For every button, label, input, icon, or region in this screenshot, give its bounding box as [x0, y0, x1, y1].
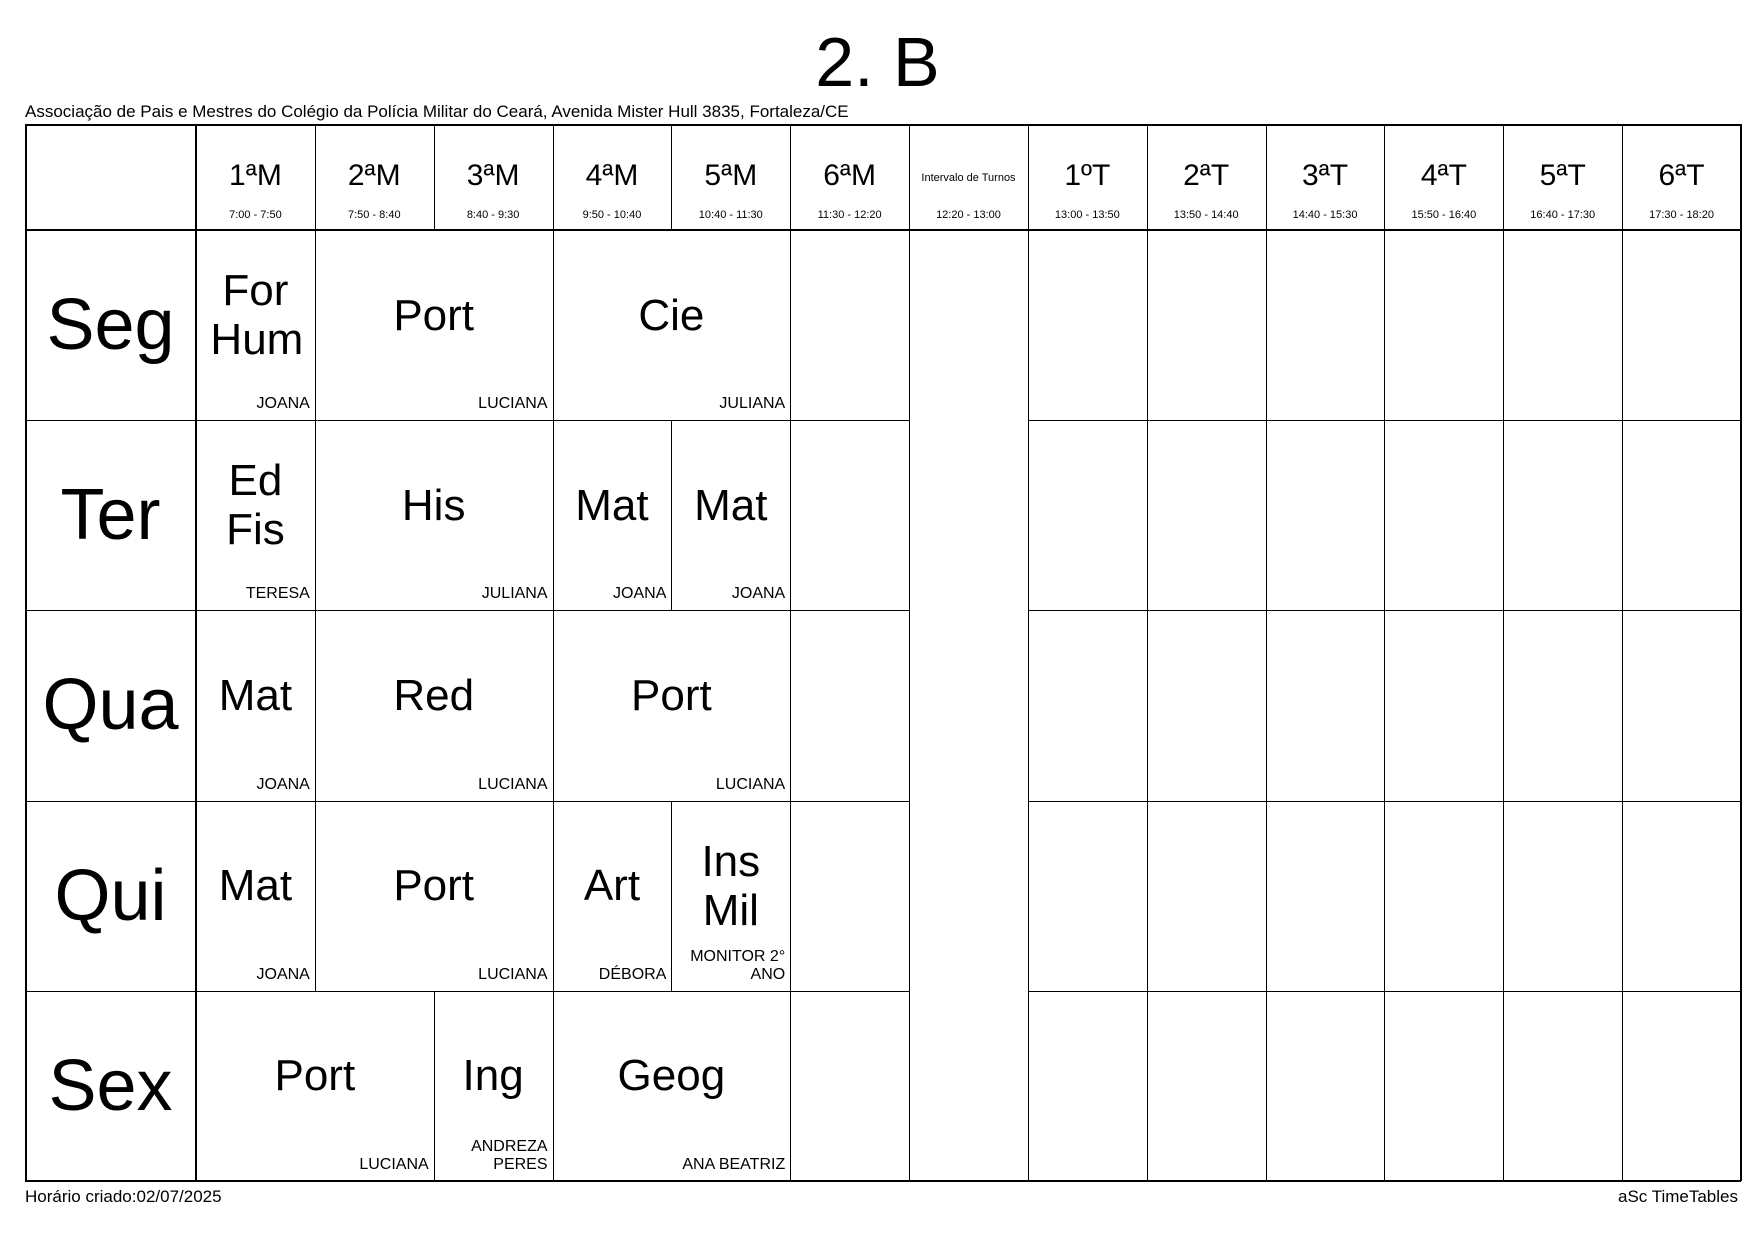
- grid-line: [1028, 230, 1029, 1181]
- grid-line: [553, 420, 554, 610]
- brand-label: aSc TimeTables: [1618, 1187, 1738, 1206]
- grid-line: [790, 610, 791, 800]
- lesson-subject-box: [671, 420, 790, 590]
- lesson-teacher: JOANA: [256, 965, 310, 983]
- grid-line: [1266, 230, 1267, 1181]
- day-label: Qui: [54, 855, 167, 936]
- lesson-teacher: ANDREZA PERES: [471, 1137, 548, 1173]
- period-header: [1028, 124, 1147, 230]
- lesson-teacher: JULIANA: [719, 395, 786, 413]
- lesson-cell: [196, 610, 315, 800]
- grid-line: [1028, 124, 1029, 230]
- period-time: 11:30 - 12:20: [817, 209, 882, 221]
- lesson-subject: Port: [393, 861, 475, 911]
- grid-line: [1384, 124, 1385, 230]
- lesson-teacher: LUCIANA: [359, 1155, 429, 1173]
- period-header: [1384, 124, 1503, 230]
- period-time: 8:40 - 9:30: [466, 209, 520, 221]
- period-time: 7:00 - 7:50: [229, 209, 282, 221]
- lesson-subject: Mat: [575, 480, 649, 530]
- grid-line: [553, 991, 554, 1181]
- page-title: 2. B: [815, 23, 940, 101]
- lesson-subject: Cie: [638, 290, 705, 340]
- period-name: 2ªM: [347, 159, 401, 192]
- break-name: Intervalo de Turnos: [921, 172, 1016, 184]
- lesson-subject-box: [315, 420, 553, 590]
- lesson-subject: Port: [274, 1051, 356, 1101]
- grid-line: [25, 1180, 1741, 1182]
- lesson-subject-box: [553, 801, 672, 971]
- lesson-subject: Geog: [617, 1051, 726, 1101]
- period-header: [315, 124, 434, 230]
- grid-line: [909, 230, 910, 1181]
- lesson-teacher: LUCIANA: [478, 775, 548, 793]
- grid-line: [1384, 230, 1385, 1181]
- lesson-cell: [553, 610, 791, 800]
- grid-line: [434, 124, 435, 230]
- period-name: 5ªM: [704, 159, 758, 192]
- created-date: Horário criado:02/07/2025: [25, 1187, 222, 1206]
- lesson-cell: [315, 230, 553, 420]
- period-header: [1503, 124, 1622, 230]
- period-time: 13:50 - 14:40: [1173, 209, 1239, 221]
- lesson-subject-box: [196, 610, 315, 780]
- period-header: [434, 124, 553, 230]
- period-name: 2ªT: [1183, 159, 1230, 192]
- day-header: [25, 991, 196, 1181]
- grid-line: [25, 124, 27, 1181]
- lesson-cell: [671, 420, 790, 610]
- period-header: [196, 124, 315, 230]
- lesson-subject-box: [434, 991, 553, 1161]
- lesson-teacher: MONITOR 2° ANO: [690, 947, 786, 983]
- day-header: [25, 230, 196, 420]
- lesson-subject-box: [553, 991, 791, 1161]
- period-name: 3ªM: [466, 159, 520, 192]
- lesson-subject: Mat: [218, 670, 293, 720]
- grid-line: [671, 124, 672, 230]
- grid-line: [315, 420, 316, 610]
- grid-line: [553, 124, 554, 230]
- grid-line: [25, 229, 1741, 231]
- lesson-teacher: JOANA: [256, 395, 310, 413]
- lesson-cell: [196, 420, 315, 610]
- period-name: 3ªT: [1301, 159, 1349, 192]
- lesson-subject-box: [553, 230, 791, 400]
- grid-line: [790, 230, 791, 420]
- lesson-subject-box: [196, 991, 434, 1161]
- period-name: 4ªM: [585, 159, 639, 192]
- grid-line: [553, 801, 554, 991]
- period-time: 10:40 - 11:30: [698, 209, 763, 221]
- lesson-subject-box: [196, 801, 315, 971]
- grid-line: [1503, 124, 1504, 230]
- lesson-cell: [553, 801, 672, 991]
- lesson-subject: His: [401, 480, 466, 530]
- period-header: [1622, 124, 1741, 230]
- lesson-subject: Port: [631, 670, 712, 720]
- lesson-subject: Art: [583, 861, 641, 911]
- period-name: 6ªM: [823, 159, 877, 192]
- period-header: [553, 124, 672, 230]
- lesson-subject: Ins Mil: [701, 836, 761, 935]
- lesson-teacher: JOANA: [256, 775, 310, 793]
- lesson-subject-box: [553, 610, 791, 780]
- grid-line: [790, 124, 791, 230]
- grid-line: [909, 124, 910, 230]
- grid-line: [315, 610, 316, 800]
- lesson-subject-box: [553, 420, 672, 590]
- lesson-teacher: DÉBORA: [598, 965, 667, 983]
- lesson-cell: [434, 991, 553, 1181]
- lesson-cell: [553, 991, 791, 1181]
- lesson-cell: [315, 610, 553, 800]
- day-header: [25, 801, 196, 991]
- lesson-cell: [671, 801, 790, 991]
- lesson-cell: [196, 991, 434, 1181]
- lesson-subject-box: [315, 610, 553, 780]
- grid-line: [671, 801, 672, 991]
- lesson-teacher: JOANA: [731, 585, 786, 603]
- day-label: Ter: [60, 475, 161, 556]
- lesson-subject: Ing: [462, 1051, 524, 1101]
- grid-line: [434, 991, 435, 1181]
- grid-line: [1147, 230, 1148, 1181]
- grid-line: [790, 991, 791, 1181]
- day-header: [25, 420, 196, 610]
- period-time: 12:20 - 13:00: [936, 209, 1001, 221]
- lesson-subject: Mat: [694, 480, 768, 530]
- lesson-subject-box: [315, 230, 553, 400]
- lesson-cell: [196, 801, 315, 991]
- grid-line: [1147, 124, 1148, 230]
- lesson-teacher: LUCIANA: [478, 395, 548, 413]
- period-name: 6ªT: [1658, 159, 1705, 192]
- lesson-teacher: LUCIANA: [478, 965, 548, 983]
- day-header: [25, 610, 196, 800]
- grid-line: [1266, 124, 1267, 230]
- lesson-teacher: LUCIANA: [715, 775, 786, 793]
- lesson-subject: Port: [393, 290, 475, 340]
- lesson-teacher: ANA BEATRIZ: [682, 1155, 786, 1173]
- lesson-cell: [196, 230, 315, 420]
- grid-line: [553, 610, 554, 800]
- lesson-subject-box: [196, 230, 315, 400]
- period-time: 7:50 - 8:40: [347, 209, 401, 221]
- period-time: 14:40 - 15:30: [1292, 209, 1358, 221]
- grid-line: [1503, 230, 1504, 1181]
- lesson-cell: [553, 420, 672, 610]
- lesson-subject: Red: [393, 670, 475, 720]
- lesson-cell: [315, 801, 553, 991]
- period-name: 1ºT: [1064, 159, 1111, 192]
- period-header: [671, 124, 790, 230]
- grid-line: [790, 420, 791, 610]
- period-time: 16:40 - 17:30: [1530, 209, 1596, 221]
- lesson-subject-box: [315, 801, 553, 971]
- period-time: 9:50 - 10:40: [582, 209, 642, 221]
- period-time: 17:30 - 18:20: [1649, 209, 1714, 221]
- period-name: 1ªM: [229, 159, 282, 192]
- period-header: [1147, 124, 1266, 230]
- grid-line: [671, 420, 672, 610]
- period-header: [790, 124, 909, 230]
- lesson-subject-box: [196, 420, 315, 590]
- grid-line: [25, 124, 1741, 126]
- lesson-teacher: TERESA: [245, 585, 310, 603]
- grid-line: [1622, 124, 1623, 230]
- lesson-cell: [553, 230, 791, 420]
- period-name: 5ªT: [1539, 159, 1586, 192]
- school-address: Associação de Pais e Mestres do Colégio da Polícia Militar do Ceará, Avenida Mister Hull 3835, Fortaleza/CE: [25, 102, 849, 121]
- day-label: Qua: [42, 665, 179, 746]
- grid-line: [315, 230, 316, 420]
- lesson-subject: Ed Fis: [226, 456, 285, 555]
- grid-line: [553, 230, 554, 420]
- lesson-teacher: JULIANA: [481, 585, 548, 603]
- grid-line: [790, 801, 791, 991]
- period-header: [909, 124, 1028, 230]
- lesson-subject-box: [671, 801, 790, 971]
- lesson-cell: [315, 420, 553, 610]
- grid-line: [315, 801, 316, 991]
- grid-line: [1740, 124, 1742, 1181]
- period-time: 15:50 - 16:40: [1411, 209, 1477, 221]
- period-name: 4ªT: [1420, 159, 1467, 192]
- day-label: Seg: [46, 285, 175, 366]
- lesson-subject: For Hum: [210, 266, 304, 364]
- grid-line: [1622, 230, 1623, 1181]
- period-time: 13:00 - 13:50: [1054, 209, 1120, 221]
- period-header: [1266, 124, 1385, 230]
- grid-line: [315, 124, 316, 230]
- grid-line: [195, 124, 197, 1181]
- day-label: Sex: [48, 1045, 173, 1126]
- lesson-subject: Mat: [218, 861, 293, 911]
- lesson-teacher: JOANA: [613, 585, 667, 603]
